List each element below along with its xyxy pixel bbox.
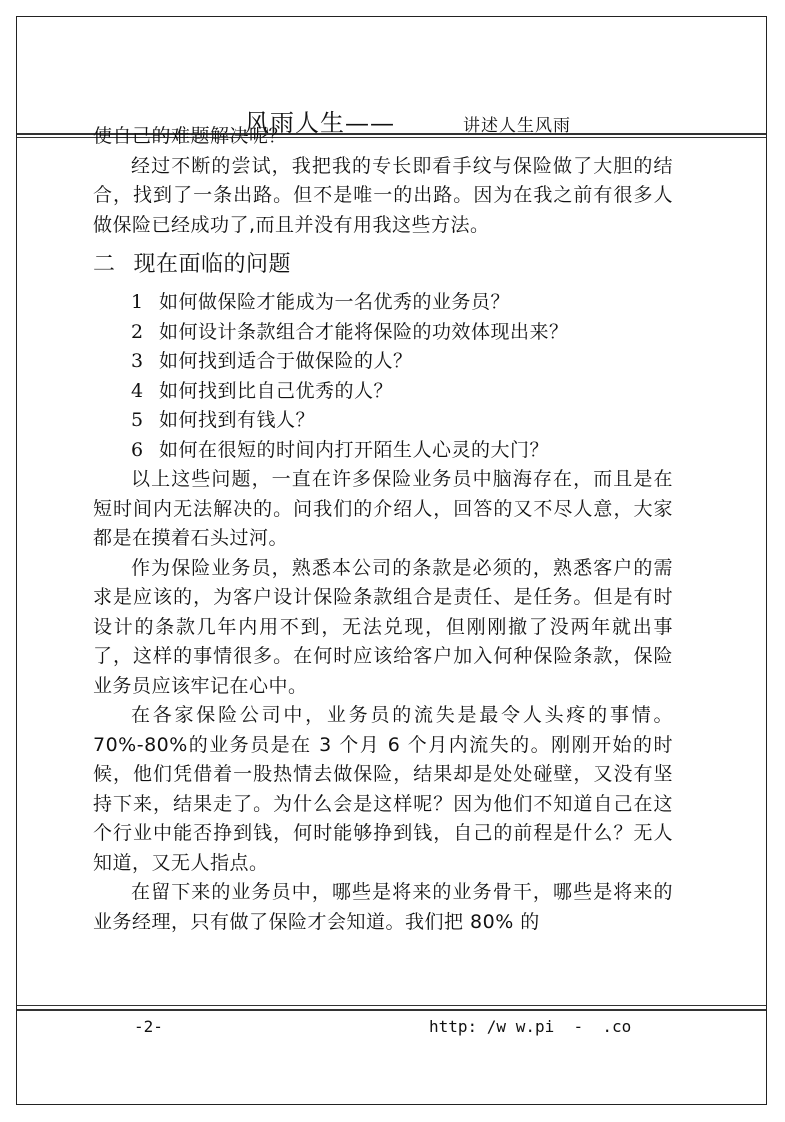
- list-text: 如何设计条款组合才能将保险的功效体现出来？: [159, 320, 569, 343]
- list-text: 如何做保险才能成为一名优秀的业务员？: [159, 291, 511, 313]
- list-number: 5: [131, 409, 144, 431]
- list-item: [93, 436, 673, 466]
- section-heading: [93, 250, 673, 280]
- list-number: 4: [131, 379, 144, 402]
- section-title: 现在面临的问题: [133, 252, 292, 277]
- list-item: [93, 347, 673, 377]
- list-item: [93, 377, 673, 407]
- body-text: [93, 122, 673, 937]
- header-subtitle: 讲述人生风雨: [463, 116, 571, 136]
- footer-rule-thin: [17, 1005, 766, 1006]
- list-number: 1: [131, 291, 144, 313]
- paragraph: 以上这些问题，一直在许多保险业务员中脑海存在，而且是在短时间内无法解决的。问我们的介绍人，回答的又不尽人意，大家都是在摸着石头过河。: [93, 468, 673, 549]
- header-title: 风雨人生——: [245, 109, 395, 137]
- page-number: -2-: [134, 1017, 163, 1036]
- footer-rule: [17, 1009, 766, 1011]
- section-number: 二: [93, 252, 116, 277]
- list-item: [93, 288, 673, 318]
- paragraph: 在留下来的业务员中，哪些是将来的业务骨干，哪些是将来的业务经理，只有做了保险才会知道。我们把 80% 的: [93, 881, 673, 933]
- list-item: [93, 318, 673, 348]
- list-number: 2: [131, 320, 144, 343]
- list-text: 如何在很短的时间内打开陌生人心灵的大门？: [159, 438, 550, 461]
- list-text: 如何找到适合于做保险的人？: [159, 350, 413, 372]
- list-text: 如何找到有钱人？: [159, 409, 316, 431]
- list-number: 6: [131, 438, 144, 461]
- paragraph: 使自己的难题解决呢？: [93, 125, 289, 147]
- paragraph: 经过不断的尝试，我把我的专长即看手纹与保险做了大胆的结合，找到了一条出路。但不是唯一的出路。因为在我之前有很多人做保险已经成功了,而且并没有用我这些方法。: [93, 154, 673, 236]
- list-number: 3: [131, 350, 144, 372]
- footer-url: http: /w w.pi - .co: [429, 1017, 632, 1036]
- list-item: [93, 406, 673, 436]
- paragraph: 在各家保险公司中，业务员的流失是最令人头疼的事情。70%-80%的业务员是在 3 个月 6 个月内流失的。刚刚开始的时候，他们凭借着一股热情去做保险，结果却是处处碰壁，又没有坚持下来，结果走了。为什么会是这样呢？因为他们不知道自己在这个行业中能否挣到钱，何时能够挣到钱，自己的前程是什么？无人知道，又无人指点。: [93, 704, 673, 874]
- paragraph: 作为保险业务员，熟悉本公司的条款是必须的，熟悉客户的需求是应该的，为客户设计保险条款组合是责任、是任务。但是有时设计的条款几年内用不到，无法兑现，但刚刚撤了没两年就出事了，这样的事情很多。在何时应该给客户加入何种保险条款，保险业务员应该牢记在心中。: [93, 556, 673, 697]
- list-text: 如何找到比自己优秀的人？: [159, 379, 394, 402]
